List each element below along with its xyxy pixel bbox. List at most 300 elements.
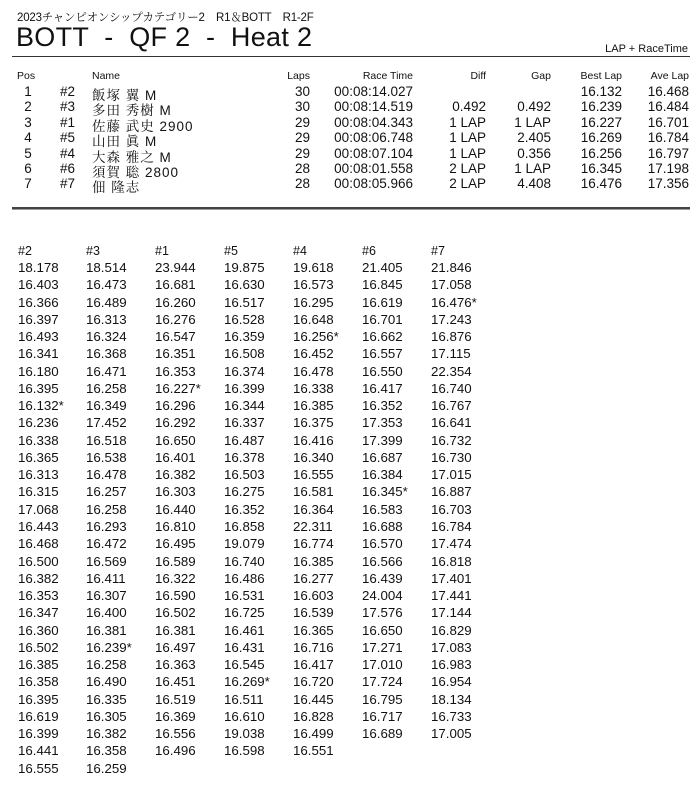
lap-time: 16.784 — [431, 518, 472, 534]
lap-time: 16.716 — [293, 639, 334, 655]
lap-time: 16.385 — [293, 398, 334, 414]
report-mode-label: LAP + RaceTime — [605, 43, 688, 55]
results-table — [0, 70, 700, 196]
result-kart-number: #4 — [60, 145, 76, 161]
lap-time: 17.068 — [18, 501, 59, 517]
lap-time: 16.313 — [86, 311, 127, 327]
lap-column-kart-number: #7 — [431, 244, 445, 258]
col-header-laps: Laps — [287, 70, 310, 82]
lap-column-kart-number: #5 — [224, 244, 238, 258]
result-driver-name: 山田 眞 M — [92, 134, 158, 150]
lap-time-best: 16.269* — [224, 674, 270, 690]
lap-time: 16.732 — [431, 432, 472, 448]
lap-time: 16.547 — [155, 329, 196, 345]
lap-time: 17.243 — [431, 311, 472, 327]
lap-time: 16.417 — [293, 657, 334, 673]
lap-time: 16.382 — [18, 570, 59, 586]
result-ave-lap: 17.198 — [647, 160, 689, 176]
result-driver-name: 多田 秀樹 M — [92, 103, 172, 119]
lap-time: 22.354 — [431, 363, 472, 379]
lap-time: 16.630 — [224, 277, 265, 293]
lap-time: 16.305 — [86, 708, 127, 724]
lap-time: 16.351 — [155, 346, 196, 362]
lap-time: 16.358 — [86, 743, 127, 759]
lap-time: 16.556 — [155, 726, 196, 742]
event-subtitle: 2023チャンピオンシップカテゴリー2 R1＆BOTT R1-2F — [17, 12, 314, 24]
lap-time-best: 16.239* — [86, 639, 132, 655]
lap-time: 16.730 — [431, 449, 472, 465]
lap-time: 16.767 — [431, 398, 472, 414]
page-title: BOTT - QF 2 - Heat 2 — [16, 22, 313, 52]
lap-time: 16.359 — [224, 329, 265, 345]
result-row — [0, 160, 700, 180]
result-driver-name: 佃 隆志 — [92, 180, 141, 196]
result-diff: 2 LAP — [449, 176, 486, 192]
result-position: 5 — [24, 145, 32, 161]
result-row — [0, 130, 700, 150]
lap-time: 16.313 — [18, 467, 59, 483]
lap-column-kart-number: #4 — [293, 244, 307, 258]
lap-time: 16.360 — [18, 622, 59, 638]
result-gap: 1 LAP — [514, 114, 551, 130]
result-race-time: 00:08:14.519 — [334, 99, 413, 115]
result-diff: 0.492 — [452, 99, 486, 115]
lap-time: 16.733 — [431, 708, 472, 724]
lap-column-kart-number: #1 — [155, 244, 169, 258]
col-header-name: Name — [92, 70, 121, 82]
lap-time: 16.681 — [155, 277, 196, 293]
lap-column — [293, 244, 362, 760]
lap-time: 16.487 — [224, 432, 265, 448]
lap-time: 16.277 — [293, 570, 334, 586]
lap-time: 16.381 — [155, 622, 196, 638]
lap-time: 16.688 — [362, 518, 403, 534]
lap-time: 16.378 — [224, 449, 265, 465]
lap-time: 18.178 — [18, 260, 59, 275]
lap-time: 16.650 — [155, 432, 196, 448]
lap-time: 16.478 — [293, 363, 334, 379]
lap-time: 16.650 — [362, 622, 403, 638]
result-best-lap: 16.476 — [580, 176, 622, 192]
lap-time: 16.478 — [86, 467, 127, 483]
lap-time: 16.366 — [18, 294, 59, 310]
lap-time: 23.944 — [155, 260, 196, 275]
lap-time: 16.365 — [18, 449, 59, 465]
lap-time: 16.566 — [362, 553, 403, 569]
lap-time: 17.083 — [431, 639, 472, 655]
lap-time: 16.648 — [293, 311, 334, 327]
result-gap: 0.492 — [517, 99, 551, 115]
lap-time: 16.573 — [293, 277, 334, 293]
lap-time: 16.581 — [293, 484, 334, 500]
result-kart-number: #6 — [60, 160, 76, 176]
lap-time: 16.335 — [86, 691, 127, 707]
result-laps: 29 — [294, 114, 310, 130]
lap-time: 16.382 — [155, 467, 196, 483]
lap-time: 16.497 — [155, 639, 196, 655]
lap-time: 16.292 — [155, 415, 196, 431]
lap-time: 16.352 — [224, 501, 265, 517]
result-gap: 4.408 — [517, 176, 551, 192]
lap-time: 17.353 — [362, 415, 403, 431]
lap-time: 16.397 — [18, 311, 59, 327]
result-laps: 28 — [294, 176, 310, 192]
lap-time: 16.180 — [18, 363, 59, 379]
lap-time: 19.079 — [224, 536, 265, 552]
result-ave-lap: 16.484 — [647, 99, 689, 115]
lap-time: 16.619 — [18, 708, 59, 724]
lap-time: 16.703 — [431, 501, 472, 517]
result-laps: 29 — [294, 130, 310, 146]
lap-column — [18, 244, 87, 777]
result-laps: 30 — [294, 99, 310, 115]
result-ave-lap: 16.701 — [647, 114, 689, 130]
lap-time: 16.384 — [362, 467, 403, 483]
lap-time: 16.810 — [155, 518, 196, 534]
lap-time: 16.519 — [155, 691, 196, 707]
lap-time: 16.518 — [86, 432, 127, 448]
result-kart-number: #7 — [60, 176, 76, 192]
lap-time: 16.550 — [362, 363, 403, 379]
result-gap: 1 LAP — [514, 160, 551, 176]
result-race-time: 00:08:14.027 — [334, 84, 413, 99]
lap-time: 16.381 — [86, 622, 127, 638]
lap-time: 16.954 — [431, 674, 472, 690]
lap-time: 16.411 — [86, 570, 126, 586]
lap-time: 22.311 — [293, 518, 333, 534]
lap-time: 17.576 — [362, 605, 403, 621]
result-position: 1 — [24, 84, 32, 99]
result-race-time: 00:08:06.748 — [334, 130, 413, 146]
lap-time: 16.508 — [224, 346, 265, 362]
lap-time: 18.514 — [86, 260, 127, 275]
lap-time: 17.015 — [431, 467, 472, 483]
result-position: 4 — [24, 130, 32, 146]
lap-time: 16.401 — [155, 449, 196, 465]
lap-time: 16.589 — [155, 553, 196, 569]
lap-time: 16.236 — [18, 415, 59, 431]
lap-time: 19.618 — [293, 260, 334, 275]
result-row — [0, 84, 700, 103]
lap-time: 17.005 — [431, 726, 472, 742]
results-body — [0, 84, 700, 196]
lap-time: 17.724 — [362, 674, 403, 690]
lap-time: 16.555 — [18, 760, 59, 776]
lap-column — [155, 244, 224, 760]
lap-time: 16.557 — [362, 346, 403, 362]
lap-time: 16.499 — [293, 726, 334, 742]
lap-time: 16.451 — [155, 674, 196, 690]
lap-time: 16.858 — [224, 518, 265, 534]
lap-time: 16.374 — [224, 363, 265, 379]
lap-column — [86, 244, 155, 777]
lap-time: 16.493 — [18, 329, 59, 345]
lap-time: 16.845 — [362, 277, 403, 293]
lap-time: 16.662 — [362, 329, 403, 345]
lap-time: 16.531 — [224, 588, 265, 604]
lap-time: 16.983 — [431, 657, 472, 673]
result-position: 6 — [24, 160, 32, 176]
lap-time: 16.502 — [155, 605, 196, 621]
lap-time: 16.258 — [86, 380, 127, 396]
lap-time: 16.307 — [86, 588, 127, 604]
lap-time: 16.452 — [293, 346, 334, 362]
lap-time: 16.740 — [224, 553, 265, 569]
lap-time: 16.774 — [293, 536, 334, 552]
result-driver-name: 佐藤 武史 2900 — [92, 118, 194, 134]
lap-time: 16.828 — [293, 708, 334, 724]
lap-column-kart-number: #3 — [86, 244, 100, 258]
lap-time: 17.271 — [362, 639, 403, 655]
lap-time: 16.517 — [224, 294, 265, 310]
lap-time: 16.445 — [293, 691, 334, 707]
lap-time: 17.474 — [431, 536, 472, 552]
result-ave-lap: 16.797 — [647, 145, 689, 161]
lap-time: 16.725 — [224, 605, 265, 621]
lap-time: 16.740 — [431, 380, 472, 396]
lap-time: 16.610 — [224, 708, 265, 724]
col-header-gap: Gap — [531, 70, 551, 82]
result-ave-lap: 16.784 — [647, 130, 689, 146]
lap-time: 16.471 — [86, 363, 127, 379]
result-row — [0, 99, 700, 119]
lap-time: 16.441 — [18, 743, 59, 759]
lap-time: 16.598 — [224, 743, 265, 759]
result-race-time: 00:08:04.343 — [334, 114, 413, 130]
result-row — [0, 145, 700, 165]
lap-time: 16.337 — [224, 415, 265, 431]
lap-time: 21.846 — [431, 260, 472, 275]
lap-time: 19.875 — [224, 260, 265, 275]
lap-time: 16.500 — [18, 553, 59, 569]
result-best-lap: 16.269 — [580, 130, 622, 146]
lap-time: 16.503 — [224, 467, 265, 483]
result-ave-lap: 17.356 — [647, 176, 689, 192]
lap-time: 16.293 — [86, 518, 127, 534]
result-race-time: 00:08:01.558 — [334, 160, 413, 176]
lap-time: 16.347 — [18, 605, 59, 621]
lap-time: 16.368 — [86, 346, 127, 362]
header-divider — [12, 56, 690, 57]
lap-time: 17.401 — [431, 570, 472, 586]
lap-time-best: 16.476* — [431, 294, 477, 310]
lap-time: 16.349 — [86, 398, 127, 414]
lap-time: 16.364 — [293, 501, 334, 517]
lap-time: 16.545 — [224, 657, 265, 673]
lap-time: 16.539 — [293, 605, 334, 621]
lap-time: 16.439 — [362, 570, 403, 586]
lap-time: 16.489 — [86, 294, 127, 310]
lap-time: 16.461 — [224, 622, 265, 638]
lap-time-best: 16.256* — [293, 329, 339, 345]
lap-time: 16.363 — [155, 657, 196, 673]
result-kart-number: #2 — [60, 84, 76, 99]
lap-time: 16.315 — [18, 484, 59, 500]
lap-time: 16.495 — [155, 536, 196, 552]
result-ave-lap: 16.468 — [647, 84, 689, 99]
result-best-lap: 16.132 — [580, 84, 622, 99]
lap-time: 16.365 — [293, 622, 334, 638]
result-kart-number: #1 — [60, 114, 76, 130]
result-gap: 0.356 — [517, 145, 551, 161]
lap-time: 16.876 — [431, 329, 472, 345]
lap-time: 16.257 — [86, 484, 127, 500]
lap-time: 17.010 — [362, 657, 403, 673]
lap-time: 16.528 — [224, 311, 265, 327]
lap-time-best: 16.227* — [155, 380, 201, 396]
lap-time: 16.472 — [86, 536, 127, 552]
lap-time: 16.260 — [155, 294, 196, 310]
lap-time: 16.275 — [224, 484, 265, 500]
lap-time: 16.358 — [18, 674, 59, 690]
lap-time: 16.468 — [18, 536, 59, 552]
lap-time: 16.443 — [18, 518, 59, 534]
lap-time: 16.496 — [155, 743, 196, 759]
col-header-diff: Diff — [470, 70, 486, 82]
result-diff: 1 LAP — [449, 145, 486, 161]
lap-time: 16.502 — [18, 639, 59, 655]
result-position: 3 — [24, 114, 32, 130]
result-driver-name: 飯塚 翼 M — [92, 88, 158, 103]
result-row — [0, 114, 700, 134]
lap-time: 16.590 — [155, 588, 196, 604]
lap-time: 16.555 — [293, 467, 334, 483]
lap-time: 16.385 — [18, 657, 59, 673]
lap-time: 16.395 — [18, 380, 59, 396]
lap-time: 17.399 — [362, 432, 403, 448]
lap-time: 16.641 — [431, 415, 472, 431]
lap-time: 16.399 — [224, 380, 265, 396]
lap-time: 16.687 — [362, 449, 403, 465]
result-driver-name: 須賀 聡 2800 — [92, 164, 180, 180]
result-gap: 2.405 — [517, 130, 551, 146]
lap-time: 16.322 — [155, 570, 196, 586]
lap-time: 16.258 — [86, 657, 127, 673]
lap-time: 16.829 — [431, 622, 472, 638]
lap-time: 16.341 — [18, 346, 59, 362]
lap-time: 16.701 — [362, 311, 403, 327]
lap-time: 16.818 — [431, 553, 472, 569]
lap-time: 16.338 — [18, 432, 59, 448]
lap-time: 16.717 — [362, 708, 403, 724]
lap-time: 16.344 — [224, 398, 265, 414]
col-header-pos: Pos — [17, 70, 36, 82]
lap-column — [362, 244, 431, 742]
result-driver-name: 大森 雅之 M — [92, 149, 172, 165]
lap-time: 16.431 — [224, 639, 265, 655]
lap-time-best: 16.345* — [362, 484, 408, 500]
results-header-row — [0, 70, 700, 84]
col-header-race-time: Race Time — [362, 70, 413, 82]
lap-time: 16.619 — [362, 294, 403, 310]
lap-time: 16.603 — [293, 588, 334, 604]
lap-column — [224, 244, 293, 760]
lap-time: 16.399 — [18, 726, 59, 742]
result-best-lap: 16.239 — [580, 99, 622, 115]
lap-time: 16.303 — [155, 484, 196, 500]
result-diff: 1 LAP — [449, 130, 486, 146]
lap-time: 17.115 — [431, 346, 471, 362]
result-kart-number: #5 — [60, 130, 76, 146]
lap-time: 16.395 — [18, 691, 59, 707]
lap-column — [431, 244, 500, 742]
result-position: 2 — [24, 99, 32, 115]
results-divider — [12, 207, 690, 210]
lap-time: 17.452 — [86, 415, 127, 431]
result-best-lap: 16.345 — [580, 160, 622, 176]
lap-column-kart-number: #2 — [18, 244, 32, 258]
lap-time: 24.004 — [362, 588, 403, 604]
lap-time: 16.353 — [155, 363, 196, 379]
lap-time: 16.551 — [293, 743, 334, 759]
lap-time: 16.403 — [18, 277, 59, 293]
col-header-ave-lap: Ave Lap — [650, 70, 689, 82]
lap-time: 16.296 — [155, 398, 196, 414]
lap-time: 16.570 — [362, 536, 403, 552]
lap-time: 16.511 — [224, 691, 264, 707]
lap-time: 16.490 — [86, 674, 127, 690]
lap-time-best: 16.132* — [18, 398, 64, 414]
lap-time: 16.795 — [362, 691, 403, 707]
result-kart-number: #3 — [60, 99, 76, 115]
lap-time: 16.720 — [293, 674, 334, 690]
lap-time: 17.441 — [431, 588, 472, 604]
lap-time: 16.473 — [86, 277, 127, 293]
lap-time: 16.689 — [362, 726, 403, 742]
lap-time: 16.295 — [293, 294, 334, 310]
lap-time: 16.340 — [293, 449, 334, 465]
lap-time: 16.400 — [86, 605, 127, 621]
lap-time: 16.538 — [86, 449, 127, 465]
col-header-best-lap: Best Lap — [580, 70, 622, 82]
result-laps: 29 — [294, 145, 310, 161]
result-best-lap: 16.227 — [580, 114, 622, 130]
result-laps: 28 — [294, 160, 310, 176]
lap-time: 21.405 — [362, 260, 403, 275]
lap-time: 17.058 — [431, 277, 472, 293]
lap-time: 16.258 — [86, 501, 127, 517]
lap-time: 16.338 — [293, 380, 334, 396]
lap-time: 16.486 — [224, 570, 265, 586]
lap-time: 16.417 — [362, 380, 403, 396]
lap-time: 16.440 — [155, 501, 196, 517]
lap-time: 16.583 — [362, 501, 403, 517]
lap-time: 16.375 — [293, 415, 334, 431]
lap-time: 16.416 — [293, 432, 334, 448]
lap-time: 18.134 — [431, 691, 472, 707]
lap-column-kart-number: #6 — [362, 244, 376, 258]
result-best-lap: 16.256 — [580, 145, 622, 161]
result-position: 7 — [24, 176, 32, 192]
lap-time: 17.144 — [431, 605, 472, 621]
result-race-time: 00:08:05.966 — [334, 176, 413, 192]
result-diff: 1 LAP — [449, 114, 486, 130]
lap-time: 16.382 — [86, 726, 127, 742]
result-row — [0, 176, 700, 196]
lap-time: 16.324 — [86, 329, 127, 345]
lap-time: 16.352 — [362, 398, 403, 414]
lap-time: 16.369 — [155, 708, 196, 724]
result-race-time: 00:08:07.104 — [334, 145, 413, 161]
lap-time: 19.038 — [224, 726, 265, 742]
lap-time: 16.259 — [86, 760, 127, 776]
lap-time: 16.569 — [86, 553, 127, 569]
result-laps: 30 — [294, 84, 310, 99]
lap-time: 16.887 — [431, 484, 472, 500]
result-diff: 2 LAP — [449, 160, 486, 176]
lap-time: 16.353 — [18, 588, 59, 604]
lap-time: 16.276 — [155, 311, 196, 327]
